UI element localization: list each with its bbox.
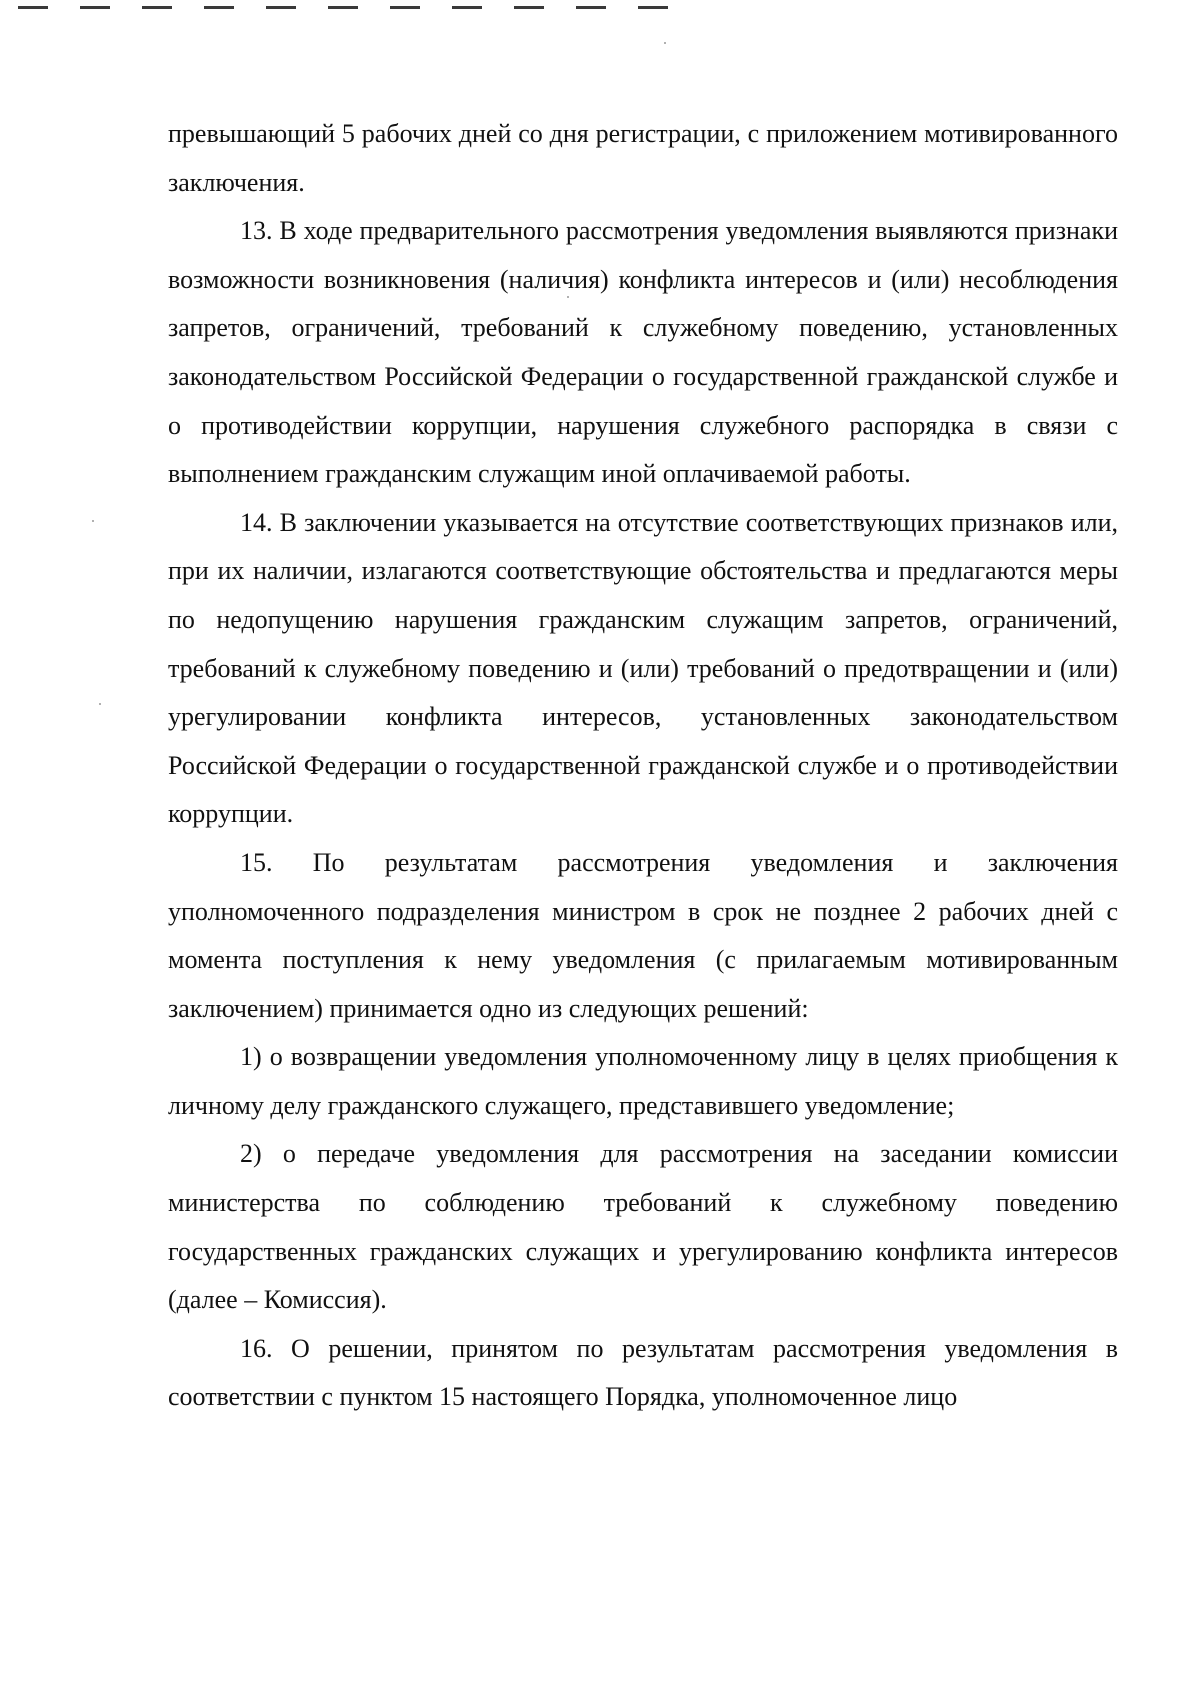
paragraph-15: 15. По результатам рассмотрения уведомления и заключения уполномоченного подразделения министром в срок не позднее 2 рабочих дней с момента поступления к нему уведомления (с прилагаемым мотивированным заключением) принимается одно из следующих решений: [168, 847, 1118, 1023]
scan-speck [92, 520, 94, 522]
paragraph-continuation: превышающий 5 рабочих дней со дня регистрации, с приложением мотивированного заключения. [168, 119, 1118, 197]
paragraph-13: 13. В ходе предварительного рассмотрения уведомления выявляются признаки возможности возникновения (наличия) конфликта интересов и (или) несоблюдения запретов, ограничений, требований к служебному поведению, установленных законодательством Российской Федерации о государственной гражданской службе и о противодействии коррупции, нарушения служебного распорядка в связи с выполнением гражданским служащим иной оплачиваемой работы. [168, 216, 1118, 489]
scan-speck [664, 42, 666, 44]
document-body [168, 110, 1118, 1422]
list-item-1: 1) о возвращении уведомления уполномоченному лицу в целях приобщения к личному делу гражданского служащего, представившего уведомление; [168, 1042, 1118, 1120]
scan-speck [99, 703, 101, 705]
paragraph-16: 16. О решении, принятом по результатам рассмотрения уведомления в соответствии с пунктом 15 настоящего Порядка, уполномоченное лицо [168, 1333, 1118, 1412]
scan-edge-dashes [18, 6, 678, 9]
paragraph-14: 14. В заключении указывается на отсутствие соответствующих признаков или, при их наличии, излагаются соответствующие обстоятельства и предлагаются меры по недопущению нарушения гражданским служащим запретов, ограничений, требований к служебному поведению и (или) требований о предотвращении и (или) урегулировании конфликта интересов, установленных законодательством Российской Федерации о государственной гражданской службе и о противодействии коррупции. [168, 507, 1118, 829]
list-item-2: 2) о передаче уведомления для рассмотрения на заседании комиссии министерства по соблюдению требований к служебному поведению государственных гражданских служащих и урегулированию конфликта интересов (далее – Комиссия). [168, 1139, 1118, 1315]
